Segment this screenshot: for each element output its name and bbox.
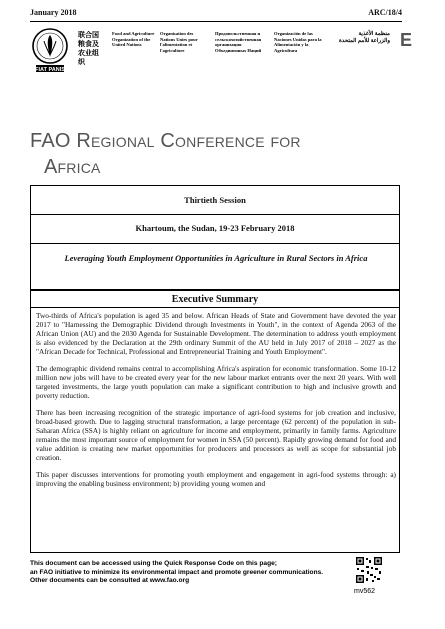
session-box — [30, 185, 400, 290]
org-name-arabic: منظمة الأغذية والزراعة للأمم المتحدة — [339, 31, 390, 44]
session-divider — [31, 214, 399, 215]
svg-text:FIAT PANIS: FIAT PANIS — [35, 67, 65, 73]
org-name-spanish: Organización de las Naciones Unidas para la Alimentación y la Agricultura — [274, 31, 322, 53]
session-venue: Khartoum, the Sudan, 19-23 February 2018 — [135, 223, 295, 233]
conference-title-line1: FAO Regional Conference for — [30, 130, 301, 152]
footer-note — [30, 560, 340, 586]
fao-logo-icon — [30, 27, 70, 73]
conference-title — [30, 128, 400, 180]
conference-title-line2: Africa — [44, 156, 101, 178]
executive-summary-box — [30, 290, 400, 553]
summary-heading: Executive Summary — [171, 294, 259, 305]
summary-paragraph: This paper discusses interventions for promoting youth employment and engagement in agri-food systems through: a) improving the enabling business environment; b) providing young women and — [36, 470, 396, 488]
document-code: mv562 — [354, 588, 376, 595]
summary-body — [36, 311, 396, 496]
org-name-russian: Продовольственная и сельскохозяйственная организация Объединенных Наций — [215, 31, 262, 53]
footer-line: This document can be accessed using the Quick Response Code on this page; — [30, 560, 277, 567]
organization-header — [30, 27, 396, 83]
session-theme: Leveraging Youth Employment Opportunities in Agriculture in Rural Sectors in Africa — [64, 253, 368, 263]
summary-paragraph: Two-thirds of Africa's population is aged 35 and below. African Heads of State and Government have devoted the year 2017 to "Harnessing the Demographic Dividend through Investments in Youth", in the context of Agenda 2063 of the African Union (AU) and the 2030 Agenda for Sustainable Development. The determination to address youth employment is also evidenced by the Declaration at the 29th ordinary Summit of the AU held in July 2017 of 2018 – 2027 as the "African Decade for Technical, Professional and Entrepreneurial Training and Youth Employment". — [36, 311, 396, 356]
document-symbol: ARC/18/4 — [368, 8, 402, 17]
summary-divider — [31, 307, 399, 308]
qr-code-icon — [355, 556, 383, 584]
session-divider — [31, 243, 399, 244]
summary-paragraph: The demographic dividend remains central to accomplishing Africa's aspiration for economic transformation. Some 10-12 million new jobs will have to be created every year for the new labour market entrants over the next 20 years. With well targeted investments, the large youth population can make a significant contribution to high and inclusive growth and poverty reduction. — [36, 364, 396, 400]
top-bar — [30, 8, 402, 22]
org-name-english: Food and Agriculture Organization of the United Nations — [112, 31, 155, 48]
org-name-chinese: 联合国粮食及农业组织 — [78, 31, 99, 66]
document-date: January 2018 — [30, 8, 77, 17]
footer-line: an FAO initiative to minimize its environmental impact and promote greener communications. — [30, 568, 324, 576]
footer-line[interactable]: Other documents can be consulted at www.fao.org — [30, 577, 190, 584]
summary-paragraph: There has been increasing recognition of the strategic importance of agri-food systems for job creation and inclusive, broad-based growth. Due to lagging structural transformation, a large percentage (62 percent) of the population in sub-Saharan Africa (SSA) is highly reliant on agriculture for income and employment, primarily in family farms. Agriculture remains the most important source of employment for women in SSA (50 percent). Rapidly growing demand for food and value addition is creating new market opportunities for producers and processors as well as scope for substantial job creation. — [36, 408, 396, 462]
language-indicator: E — [400, 30, 413, 50]
session-name: Thirtieth Session — [184, 195, 246, 205]
org-name-french: Organisation des Nations Unies pour l'alimentation et l'agriculture — [160, 31, 198, 53]
